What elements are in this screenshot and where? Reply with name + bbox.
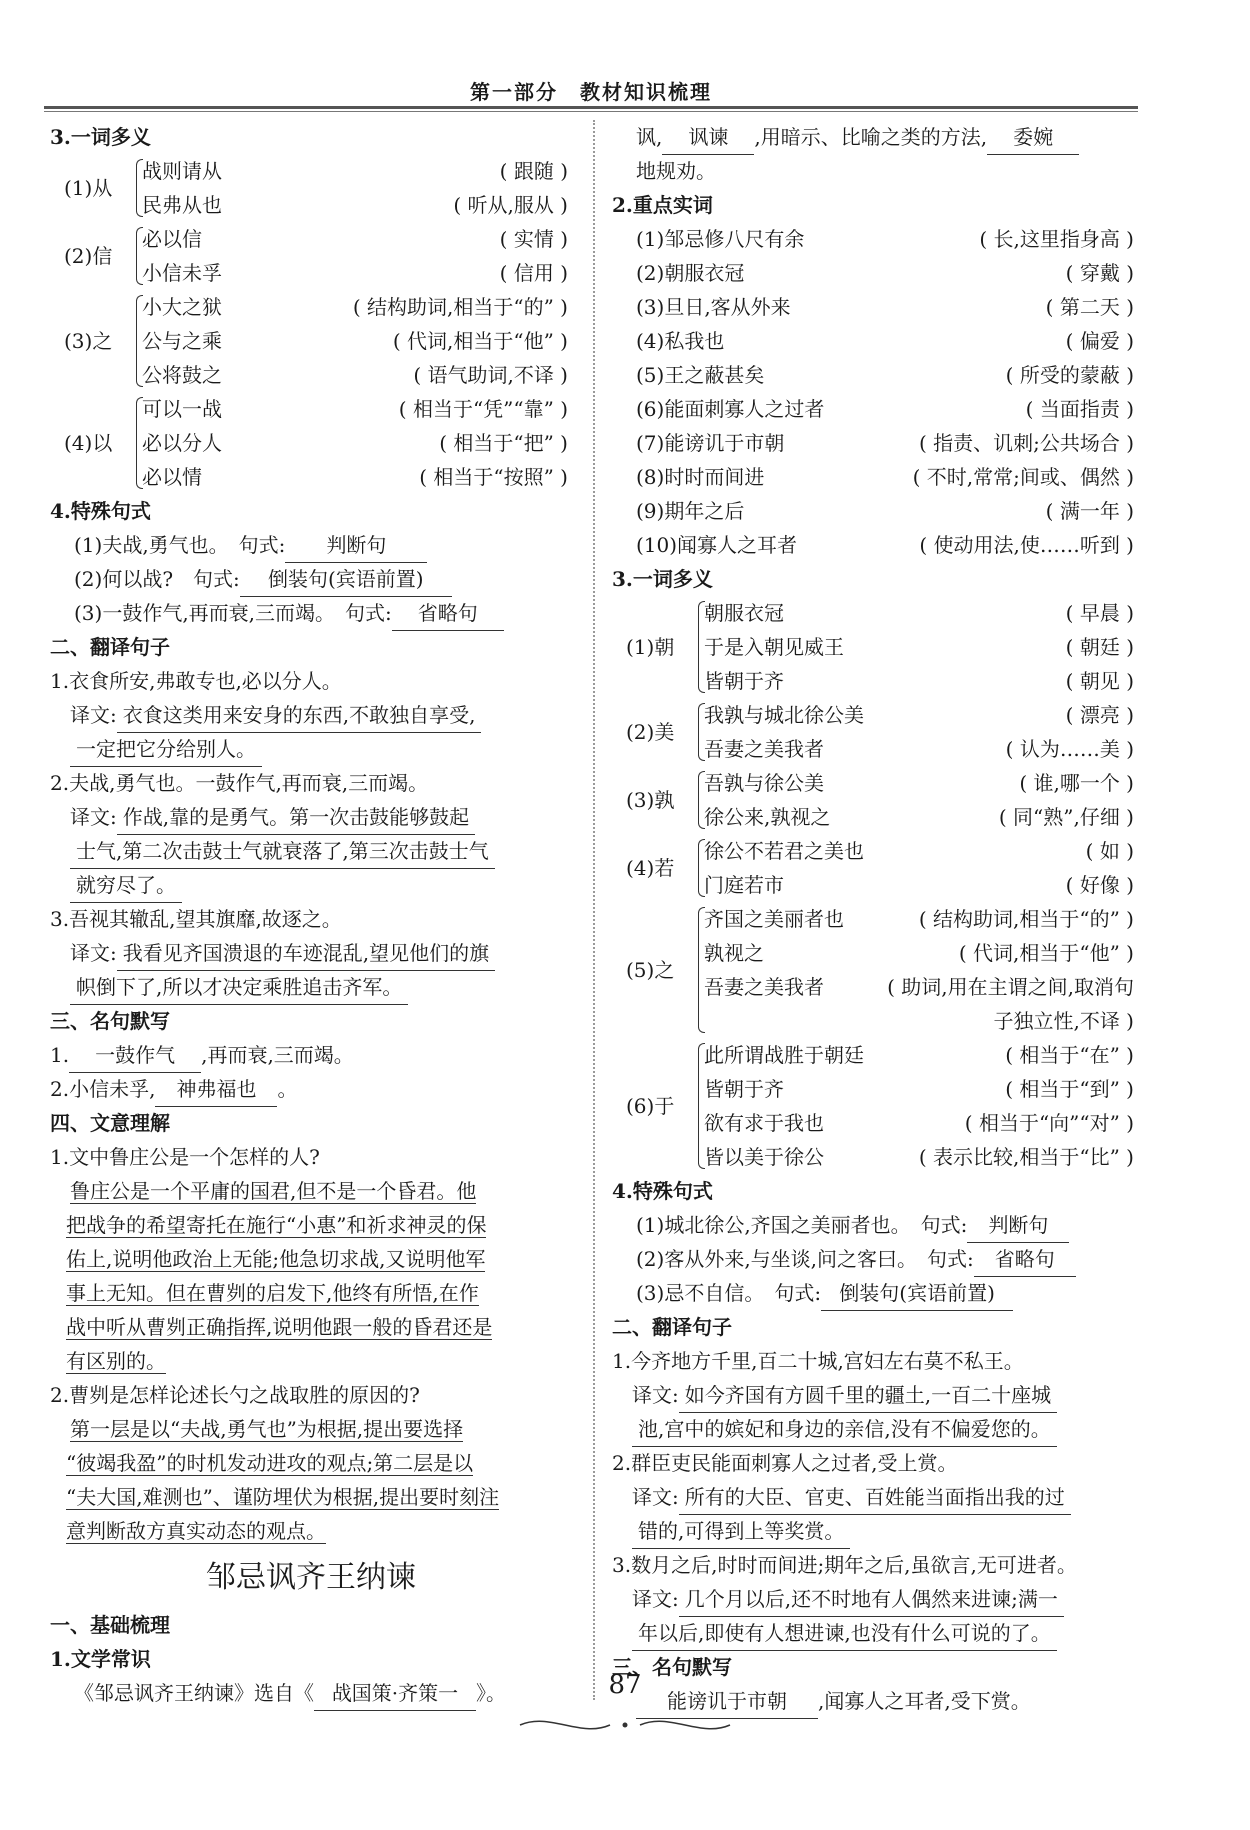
polysemy-item bbox=[704, 800, 1138, 834]
word-meaning: ( 使动用法,使……听到 ) bbox=[919, 533, 1134, 557]
key-word-item bbox=[612, 392, 1138, 426]
translate-answer: 一定把它分给别人。 bbox=[50, 732, 572, 766]
polysemy-item bbox=[142, 154, 572, 188]
section-heading: 4.特殊句式 bbox=[612, 1179, 713, 1203]
example-phrase: 吾妻之美我者 bbox=[704, 975, 824, 999]
example-phrase: 必以信 bbox=[142, 227, 202, 251]
polysemy-word: (1)从 bbox=[64, 176, 113, 200]
example-phrase: (5)王之蔽甚矣 bbox=[636, 363, 765, 387]
translate-question: 1.今齐地方千里,百二十城,宫妇左右莫不私王。 bbox=[612, 1349, 1024, 1373]
answer-blank: 讽谏 bbox=[662, 120, 754, 155]
polysemy-item bbox=[142, 256, 572, 290]
translate-question: 2.夫战,勇气也。一鼓作气,再而衰,三而竭。 bbox=[50, 771, 429, 795]
example-phrase: 皆朝于齐 bbox=[704, 669, 784, 693]
polysemy-item bbox=[704, 902, 1138, 936]
polysemy-group bbox=[612, 834, 1138, 902]
example-phrase: 徐公来,孰视之 bbox=[704, 805, 831, 829]
section-heading: 4.特殊句式 bbox=[50, 499, 151, 523]
comprehension-answer: 鲁庄公是一个平庸的国君,但不是一个昏君。他 把战争的希望寄托在施行“小惠”和祈求神灵的保 佑上,说明他政治上无能;他急切求战,又说明他军 事上无知。但在曹刿的启发下,他终有所悟,在作 战中听从曹刿正确指挥,说明他跟一般的昏君还是 有区别的。 bbox=[66, 1179, 493, 1373]
word-meaning: ( 相当于“把” ) bbox=[439, 431, 568, 455]
translate-answer: 译文: 所有的大臣、官吏、百姓能当面指出我的过 bbox=[612, 1480, 1138, 1514]
word-meaning: ( 朝见 ) bbox=[1065, 669, 1134, 693]
translate-answer: 士气,第二次击鼓士气就衰落了,第三次击鼓士气 bbox=[50, 834, 572, 868]
polysemy-item bbox=[704, 596, 1138, 630]
example-phrase: 于是入朝见威王 bbox=[704, 635, 844, 659]
polysemy-word: (4)若 bbox=[626, 856, 675, 880]
word-meaning: ( 长,这里指身高 ) bbox=[979, 227, 1134, 251]
answer-blank: 判断句 bbox=[967, 1208, 1069, 1243]
translate-answer: 译文: 我看见齐国溃退的车迹混乱,望见他们的旗 bbox=[50, 936, 572, 970]
polysemy-item bbox=[704, 1038, 1138, 1072]
comprehension-question: 2.曹刿是怎样论述长勺之战取胜的原因的? bbox=[50, 1383, 420, 1407]
translate-question: 2.群臣吏民能面刺寡人之过者,受上赏。 bbox=[612, 1451, 958, 1475]
answer-blank: 倒装句(宾语前置) bbox=[240, 562, 452, 597]
answer-blank: 省略句 bbox=[974, 1242, 1076, 1277]
right-column bbox=[612, 120, 1138, 1718]
translate-answer: 译文: 作战,靠的是勇气。第一次击鼓能够鼓起 bbox=[50, 800, 572, 834]
literature-fact: 地规劝。 bbox=[636, 159, 716, 183]
key-word-item bbox=[612, 358, 1138, 392]
translate-answer: 译文: 如今齐国有方圆千里的疆土,一百二十座城 bbox=[612, 1378, 1138, 1412]
polysemy-item bbox=[704, 970, 1138, 1004]
polysemy-list bbox=[612, 596, 1138, 1174]
example-phrase: (1)邹忌修八尺有余 bbox=[636, 227, 805, 251]
word-meaning: ( 表示比较,相当于“比” ) bbox=[918, 1145, 1134, 1169]
example-phrase: 必以分人 bbox=[142, 431, 222, 455]
section-heading: 一、基础梳理 bbox=[50, 1613, 170, 1637]
section-subheading: 1.文学常识 bbox=[50, 1647, 151, 1671]
polysemy-word: (3)孰 bbox=[626, 788, 675, 812]
word-meaning: ( 所受的蒙蔽 ) bbox=[1005, 363, 1134, 387]
word-meaning: ( 相当于“向”“对” ) bbox=[964, 1111, 1134, 1135]
polysemy-group bbox=[50, 392, 572, 494]
translate-answer: 年以后,即使有人想进谏,也没有什么可说的了。 bbox=[612, 1616, 1138, 1650]
word-meaning: ( 实情 ) bbox=[499, 227, 568, 251]
polysemy-group bbox=[612, 596, 1138, 698]
polysemy-item bbox=[704, 664, 1138, 698]
sentence-pattern-item: (3)忌不自信。 句式: 倒装句(宾语前置) bbox=[612, 1276, 1138, 1310]
polysemy-item bbox=[704, 868, 1138, 902]
example-phrase: 皆以美于徐公 bbox=[704, 1145, 824, 1169]
example-phrase: 小信未孚 bbox=[142, 261, 222, 285]
polysemy-item bbox=[142, 222, 572, 256]
example-phrase: 必以情 bbox=[142, 465, 202, 489]
word-meaning: ( 认为……美 ) bbox=[1005, 737, 1134, 761]
lesson-title: 邹忌讽齐王纳谏 bbox=[206, 1560, 416, 1595]
example-phrase: 此所谓战胜于朝廷 bbox=[704, 1043, 864, 1067]
translate-answer: 译文: 几个月以后,还不时地有人偶然来进谏;满一 bbox=[612, 1582, 1138, 1616]
word-meaning: ( 好像 ) bbox=[1065, 873, 1134, 897]
word-meaning: ( 信用 ) bbox=[499, 261, 568, 285]
word-meaning: ( 漂亮 ) bbox=[1065, 703, 1134, 727]
word-meaning: ( 代词,相当于“他” ) bbox=[958, 941, 1134, 965]
word-meaning: ( 当面指责 ) bbox=[1025, 397, 1134, 421]
literature-fact: 《邹忌讽齐王纳谏》选自《 战国策·齐策一 》。 bbox=[50, 1676, 572, 1710]
word-meaning: ( 听从,服从 ) bbox=[453, 193, 568, 217]
word-meaning: ( 同“熟”,仔细 ) bbox=[998, 805, 1134, 829]
example-phrase: 欲有求于我也 bbox=[704, 1111, 824, 1135]
example-phrase: 吾妻之美我者 bbox=[704, 737, 824, 761]
word-meaning: 子独立性,不译 ) bbox=[993, 1009, 1134, 1033]
example-phrase: (9)期年之后 bbox=[636, 499, 745, 523]
left-column bbox=[50, 120, 572, 1710]
key-word-item bbox=[612, 494, 1138, 528]
polysemy-item bbox=[704, 1140, 1138, 1174]
word-meaning: ( 穿戴 ) bbox=[1065, 261, 1134, 285]
example-phrase: 皆朝于齐 bbox=[704, 1077, 784, 1101]
word-meaning: ( 结构助词,相当于“的” ) bbox=[918, 907, 1134, 931]
polysemy-group bbox=[50, 290, 572, 392]
comprehension-question: 1.文中鲁庄公是一个怎样的人? bbox=[50, 1145, 320, 1169]
polysemy-item bbox=[142, 188, 572, 222]
translate-question: 3.数月之后,时时而间进;期年之后,虽欲言,无可进者。 bbox=[612, 1553, 1077, 1577]
header-rule bbox=[44, 106, 1138, 109]
example-phrase: 徐公不若君之美也 bbox=[704, 839, 864, 863]
translate-answer: 池,宫中的嫔妃和身边的亲信,没有不偏爱您的。 bbox=[612, 1412, 1138, 1446]
example-phrase: 朝服衣冠 bbox=[704, 601, 784, 625]
example-phrase: (8)时时而间进 bbox=[636, 465, 765, 489]
answer-blank: 判断句 bbox=[285, 528, 427, 563]
polysemy-item bbox=[704, 936, 1138, 970]
example-phrase: 公与之乘 bbox=[142, 329, 222, 353]
sentence-pattern-item: (2)客从外来,与坐谈,问之客曰。 句式: 省略句 bbox=[612, 1242, 1138, 1276]
word-meaning: ( 相当于“到” ) bbox=[1005, 1077, 1134, 1101]
polysemy-word: (2)信 bbox=[64, 244, 113, 268]
word-meaning: ( 跟随 ) bbox=[499, 159, 568, 183]
polysemy-item bbox=[142, 392, 572, 426]
word-meaning: ( 结构助词,相当于“的” ) bbox=[352, 295, 568, 319]
section-heading: 3.一词多义 bbox=[612, 567, 713, 591]
example-phrase: (3)旦日,客从外来 bbox=[636, 295, 791, 319]
sentence-pattern-item: (3)一鼓作气,再而衰,三而竭。 句式: 省略句 bbox=[50, 596, 572, 630]
translate-question: 1.衣食所安,弗敢专也,必以分人。 bbox=[50, 669, 342, 693]
answer-blank: 神弗福也 bbox=[155, 1072, 277, 1107]
polysemy-group bbox=[612, 698, 1138, 766]
polysemy-item bbox=[142, 290, 572, 324]
key-word-item bbox=[612, 426, 1138, 460]
example-phrase: 战则请从 bbox=[142, 159, 222, 183]
polysemy-item bbox=[704, 630, 1138, 664]
word-meaning: ( 助词,用在主谓之间,取消句 bbox=[887, 975, 1134, 999]
example-phrase: 我孰与城北徐公美 bbox=[704, 703, 864, 727]
answer-blank: 省略句 bbox=[392, 596, 504, 631]
polysemy-group bbox=[612, 766, 1138, 834]
section-heading: 三、名句默写 bbox=[612, 1655, 732, 1679]
example-phrase: (2)朝服衣冠 bbox=[636, 261, 745, 285]
answer-blank: 能谤讥于市朝 bbox=[636, 1684, 818, 1719]
polysemy-word: (1)朝 bbox=[626, 635, 675, 659]
page-number: 87 bbox=[608, 1670, 642, 1700]
polysemy-item bbox=[704, 732, 1138, 766]
word-meaning: ( 相当于“按照” ) bbox=[419, 465, 568, 489]
polysemy-list bbox=[50, 154, 572, 494]
sentence-pattern-item: (1)夫战,勇气也。 句式: 判断句 bbox=[50, 528, 572, 562]
answer-blank: 战国策·齐策一 bbox=[314, 1676, 476, 1711]
polysemy-item bbox=[704, 766, 1138, 800]
translate-question: 3.吾视其辙乱,望其旗靡,故逐之。 bbox=[50, 907, 342, 931]
section-heading: 2.重点实词 bbox=[612, 193, 713, 217]
polysemy-word: (3)之 bbox=[64, 329, 113, 353]
polysemy-item bbox=[142, 324, 572, 358]
example-phrase: 可以一战 bbox=[142, 397, 222, 421]
example-phrase: 民弗从也 bbox=[142, 193, 222, 217]
section-heading: 三、名句默写 bbox=[50, 1009, 170, 1033]
sentence-pattern-item: (2)何以战? 句式: 倒装句(宾语前置) bbox=[50, 562, 572, 596]
section-heading: 二、翻译句子 bbox=[612, 1315, 732, 1339]
polysemy-item bbox=[142, 426, 572, 460]
answer-blank: 倒装句(宾语前置) bbox=[821, 1276, 1013, 1311]
polysemy-group bbox=[50, 154, 572, 222]
word-meaning: ( 早晨 ) bbox=[1065, 601, 1134, 625]
example-phrase: 孰视之 bbox=[704, 941, 764, 965]
polysemy-word: (2)美 bbox=[626, 720, 675, 744]
word-meaning: ( 代词,相当于“他” ) bbox=[392, 329, 568, 353]
word-meaning: ( 偏爱 ) bbox=[1065, 329, 1134, 353]
word-meaning: ( 第二天 ) bbox=[1045, 295, 1134, 319]
example-phrase: (4)私我也 bbox=[636, 329, 725, 353]
translate-answer: 就穷尽了。 bbox=[50, 868, 572, 902]
word-meaning: ( 相当于“凭”“靠” ) bbox=[398, 397, 568, 421]
example-phrase: (6)能面刺寡人之过者 bbox=[636, 397, 825, 421]
recitation-item: 2.小信未孚, 神弗福也 。 bbox=[50, 1072, 572, 1106]
polysemy-item bbox=[142, 358, 572, 392]
example-phrase: 公将鼓之 bbox=[142, 363, 222, 387]
translate-answer: 帜倒下了,所以才决定乘胜追击齐军。 bbox=[50, 970, 572, 1004]
polysemy-item bbox=[142, 460, 572, 494]
literature-fact: 讽, 讽谏 ,用暗示、比喻之类的方法, 委婉 bbox=[612, 120, 1138, 154]
example-phrase: 门庭若市 bbox=[704, 873, 784, 897]
section-heading: 四、文意理解 bbox=[50, 1111, 170, 1135]
polysemy-item bbox=[704, 1106, 1138, 1140]
comprehension-answer: 第一层是以“夫战,勇气也”为根据,提出要选择 “彼竭我盈”的时机发动进攻的观点;第二层是以 “夫大国,难测也”、谨防埋伏为根据,提出要时刻注 意判断敌方真实动态的观点。 bbox=[66, 1417, 500, 1543]
word-meaning: ( 朝廷 ) bbox=[1065, 635, 1134, 659]
answer-blank: 委婉 bbox=[987, 120, 1079, 155]
word-meaning: ( 相当于“在” ) bbox=[1005, 1043, 1134, 1067]
polysemy-group bbox=[612, 902, 1138, 1038]
polysemy-group bbox=[612, 1038, 1138, 1174]
translate-answer: 错的,可得到上等奖赏。 bbox=[612, 1514, 1138, 1548]
word-meaning: ( 满一年 ) bbox=[1045, 499, 1134, 523]
word-meaning: ( 指责、讥刺;公共场合 ) bbox=[918, 431, 1134, 455]
key-word-item bbox=[612, 290, 1138, 324]
header-rule-thin bbox=[44, 111, 1138, 112]
polysemy-item bbox=[704, 1072, 1138, 1106]
polysemy-item bbox=[704, 698, 1138, 732]
key-word-item bbox=[612, 256, 1138, 290]
word-meaning: ( 不时,常常;间或、偶然 ) bbox=[912, 465, 1134, 489]
column-divider bbox=[593, 120, 595, 1700]
answer-blank: 一鼓作气 bbox=[69, 1038, 201, 1073]
word-meaning: ( 如 ) bbox=[1085, 839, 1134, 863]
polysemy-item bbox=[704, 1004, 1138, 1038]
polysemy-group bbox=[50, 222, 572, 290]
key-word-item bbox=[612, 528, 1138, 562]
polysemy-item bbox=[704, 834, 1138, 868]
example-phrase: (10)闻寡人之耳者 bbox=[636, 533, 798, 557]
key-word-item bbox=[612, 460, 1138, 494]
flourish-ornament-icon bbox=[500, 1712, 750, 1738]
example-phrase: 吾孰与徐公美 bbox=[704, 771, 824, 795]
polysemy-word: (6)于 bbox=[626, 1094, 675, 1118]
polysemy-word: (5)之 bbox=[626, 958, 675, 982]
header-title: 第一部分 教材知识梳理 bbox=[470, 80, 712, 104]
section-heading: 3.一词多义 bbox=[50, 125, 151, 149]
translate-answer: 译文: 衣食这类用来安身的东西,不敢独自享受, bbox=[50, 698, 572, 732]
recitation-item: 能谤讥于市朝 ,闻寡人之耳者,受下赏。 bbox=[612, 1684, 1138, 1718]
polysemy-word: (4)以 bbox=[64, 431, 113, 455]
key-words-list bbox=[612, 222, 1138, 562]
section-heading: 二、翻译句子 bbox=[50, 635, 170, 659]
example-phrase: (7)能谤讥于市朝 bbox=[636, 431, 785, 455]
key-word-item bbox=[612, 222, 1138, 256]
word-meaning: ( 谁,哪一个 ) bbox=[1019, 771, 1134, 795]
recitation-item: 1. 一鼓作气 ,再而衰,三而竭。 bbox=[50, 1038, 572, 1072]
example-phrase: 小大之狱 bbox=[142, 295, 222, 319]
example-phrase: 齐国之美丽者也 bbox=[704, 907, 844, 931]
page-header bbox=[44, 68, 1138, 112]
key-word-item bbox=[612, 324, 1138, 358]
word-meaning: ( 语气助词,不译 ) bbox=[413, 363, 568, 387]
sentence-pattern-item: (1)城北徐公,齐国之美丽者也。 句式: 判断句 bbox=[612, 1208, 1138, 1242]
